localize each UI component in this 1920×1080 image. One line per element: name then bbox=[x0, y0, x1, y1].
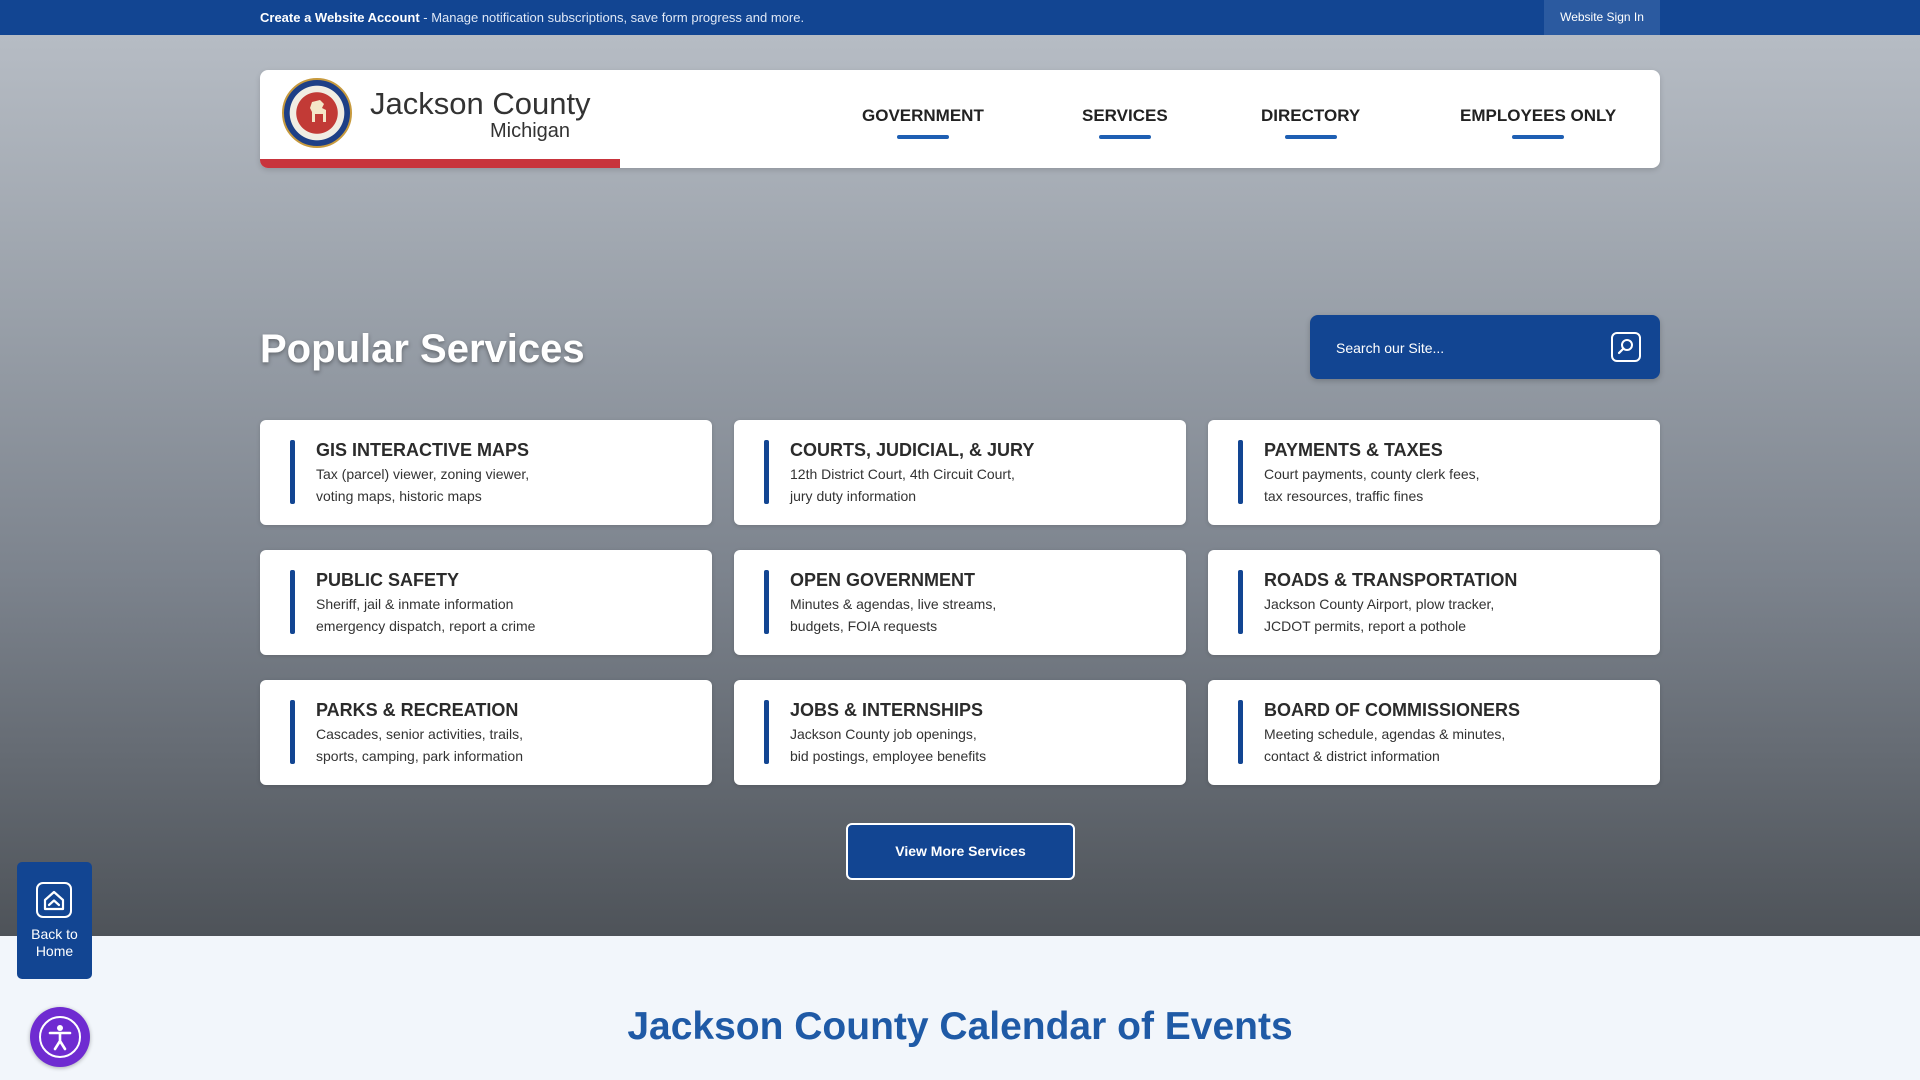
service-card-board[interactable] bbox=[1208, 680, 1660, 785]
card-description: sports, camping, park information bbox=[316, 748, 523, 764]
card-title: PARKS & RECREATION bbox=[316, 700, 519, 720]
brand-subtitle: Michigan bbox=[490, 120, 571, 142]
search-icon bbox=[1613, 334, 1639, 360]
card-accent-bar bbox=[1238, 570, 1243, 634]
create-account-link[interactable]: Create a Website Account bbox=[260, 10, 420, 25]
website-sign-in-button[interactable]: Website Sign In bbox=[1544, 0, 1660, 35]
nav-label: GOVERNMENT bbox=[862, 106, 984, 125]
card-description: Jackson County Airport, plow tracker, bbox=[1264, 596, 1495, 612]
create-account-description: - Manage notification subscriptions, save form progress and more. bbox=[423, 10, 805, 25]
service-card-public-safety[interactable] bbox=[260, 550, 712, 655]
card-accent-bar bbox=[1238, 700, 1243, 764]
top-notification-bar bbox=[0, 0, 1920, 35]
home-glyph bbox=[38, 884, 70, 916]
nav-underline bbox=[897, 135, 949, 139]
search-input[interactable] bbox=[1334, 333, 1598, 363]
back-home-label: Back to bbox=[31, 926, 78, 942]
card-description: tax resources, traffic fines bbox=[1264, 488, 1424, 504]
card-description: voting maps, historic maps bbox=[316, 488, 482, 504]
nav-employees-only[interactable] bbox=[1460, 106, 1616, 139]
back-to-home-button[interactable] bbox=[17, 862, 92, 979]
service-card-gis-maps[interactable] bbox=[260, 420, 712, 525]
card-accent-bar bbox=[764, 570, 769, 634]
nav-underline bbox=[1512, 135, 1564, 139]
home-icon bbox=[36, 882, 72, 918]
card-title: COURTS, JUDICIAL, & JURY bbox=[790, 440, 1035, 460]
card-description: Tax (parcel) viewer, zoning viewer, bbox=[316, 466, 530, 482]
card-title: OPEN GOVERNMENT bbox=[790, 570, 976, 590]
card-title: PUBLIC SAFETY bbox=[316, 570, 460, 590]
nav-underline bbox=[1285, 135, 1337, 139]
card-title: GIS INTERACTIVE MAPS bbox=[316, 440, 530, 460]
card-description: Meeting schedule, agendas & minutes, bbox=[1264, 726, 1506, 742]
county-seal-icon[interactable] bbox=[282, 78, 352, 148]
nav-label: DIRECTORY bbox=[1261, 106, 1361, 125]
back-home-label: Home bbox=[35, 943, 74, 959]
card-accent-bar bbox=[290, 440, 295, 504]
card-description: emergency dispatch, report a crime bbox=[316, 618, 536, 634]
popular-services-title: Popular Services bbox=[260, 327, 585, 371]
card-description: bid postings, employee benefits bbox=[790, 748, 987, 764]
card-description: budgets, FOIA requests bbox=[790, 618, 938, 634]
card-description: JCDOT permits, report a pothole bbox=[1264, 618, 1467, 634]
service-card-jobs[interactable] bbox=[734, 680, 1186, 785]
card-description: Minutes & agendas, live streams, bbox=[790, 596, 997, 612]
card-accent-bar bbox=[290, 570, 295, 634]
card-accent-bar bbox=[764, 700, 769, 764]
nav-government[interactable] bbox=[862, 106, 984, 139]
view-more-services-button[interactable]: View More Services bbox=[846, 823, 1075, 880]
card-title: BOARD OF COMMISSIONERS bbox=[1264, 700, 1521, 720]
card-accent-bar bbox=[290, 700, 295, 764]
card-description: contact & district information bbox=[1264, 748, 1440, 764]
horse-icon bbox=[306, 98, 330, 126]
nav-label: EMPLOYEES ONLY bbox=[1460, 106, 1617, 125]
card-description: Sheriff, jail & inmate information bbox=[316, 596, 514, 612]
card-description: jury duty information bbox=[790, 488, 917, 504]
nav-underline bbox=[1099, 135, 1151, 139]
service-card-payments[interactable] bbox=[1208, 420, 1660, 525]
nav-services[interactable] bbox=[1082, 106, 1168, 139]
card-description: Cascades, senior activities, trails, bbox=[316, 726, 523, 742]
card-title: JOBS & INTERNSHIPS bbox=[790, 700, 984, 720]
card-description: Court payments, county clerk fees, bbox=[1264, 466, 1480, 482]
service-card-parks[interactable] bbox=[260, 680, 712, 785]
logo-accent-bar bbox=[260, 159, 620, 168]
nav-directory[interactable] bbox=[1261, 106, 1360, 139]
search-button[interactable] bbox=[1611, 332, 1641, 362]
card-description: Jackson County job openings, bbox=[790, 726, 977, 742]
service-card-courts[interactable] bbox=[734, 420, 1186, 525]
card-title: PAYMENTS & TAXES bbox=[1264, 440, 1443, 460]
card-description: 12th District Court, 4th Circuit Court, bbox=[790, 466, 1015, 482]
service-card-roads[interactable] bbox=[1208, 550, 1660, 655]
service-card-open-government[interactable] bbox=[734, 550, 1186, 655]
site-header bbox=[260, 70, 1660, 168]
card-accent-bar bbox=[1238, 440, 1243, 504]
site-search bbox=[1310, 315, 1660, 379]
nav-label: SERVICES bbox=[1082, 106, 1168, 125]
calendar-title: Jackson County Calendar of Events bbox=[627, 1005, 1293, 1048]
card-title: ROADS & TRANSPORTATION bbox=[1264, 570, 1518, 590]
account-message bbox=[260, 0, 804, 35]
brand-name[interactable]: Jackson County bbox=[370, 86, 591, 121]
card-accent-bar bbox=[764, 440, 769, 504]
